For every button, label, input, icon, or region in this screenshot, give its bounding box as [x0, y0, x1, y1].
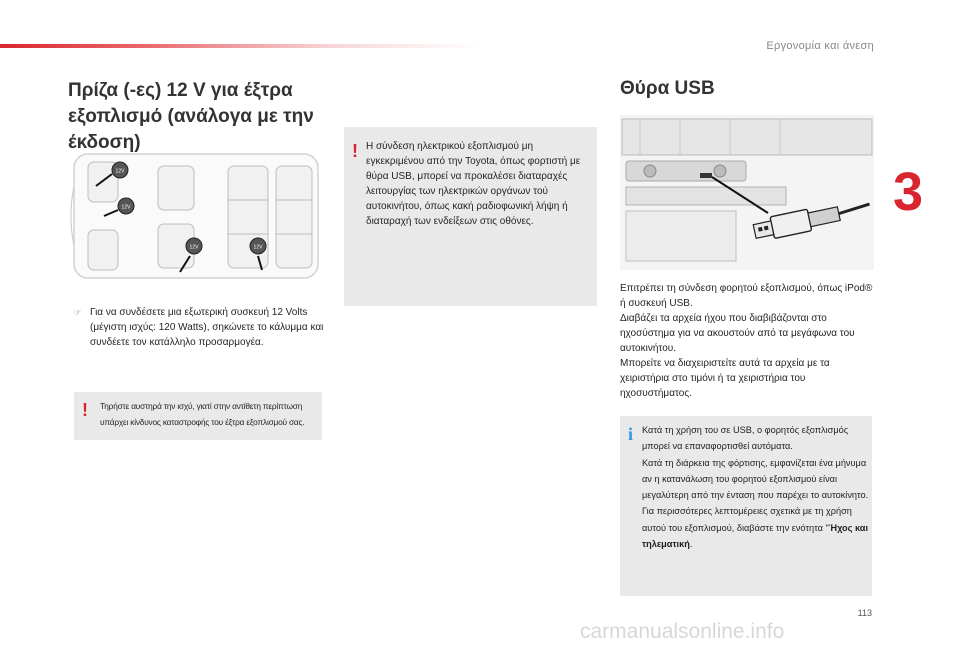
usb-port-illustration: [620, 115, 874, 270]
info-paragraph: Κατά τη διάρκεια της φόρτισης, εμφανίζεται ένα μήνυμα αν η κατανάλωση του φορητού εξοπλισμού είναι μεγαλύτερη από την ένταση που παρέχει το αυτοκίνητο.: [642, 457, 869, 501]
equipment-warning-box: [344, 127, 597, 306]
page-number: 113: [857, 608, 872, 618]
socket-label: 12V: [253, 244, 263, 251]
info-paragraph-end: .: [689, 539, 693, 550]
socket-instruction-text: Για να συνδέσετε μια εξωτερική συσκευή 12 Volts (μέγιστη ισχύς: 120 Watts), σηκώνετε το κάλυμμα και συνδέετε τον κατάλληλο προσαρμογέα.: [90, 307, 324, 348]
socket-label: 12V: [121, 204, 131, 211]
usb-description: [620, 281, 876, 401]
chapter-title: Εργονομία και άνεση: [766, 40, 874, 52]
socket-section-heading: Πρίζα (-ες) 12 V για έξτρα εξοπλισμό (ανάλογα με την έκδοση): [68, 80, 314, 153]
info-paragraph: Για περισσότερες λεπτομέρειες σχετικά με τη χρήση αυτού του εξοπλισμού, διαβάστε την ενότητα ": [642, 506, 852, 533]
pointing-hand-icon: ☞: [74, 308, 82, 317]
usb-paragraph: Διαβάζει τα αρχεία ήχου που διαβιβάζονται στο ηχοσύστημα για να ακουστούν από τα μεγάφωνα του αυτοκινήτου.: [620, 313, 855, 354]
chapter-number: 3: [893, 162, 924, 222]
usb-paragraph: Επιτρέπει τη σύνδεση φορητού εξοπλισμού, όπως iPod® ή συσκευή USB.: [620, 283, 873, 309]
section-reference-link: Ήχος και τηλεματική: [642, 522, 869, 550]
chapter-accent-bar: [0, 44, 480, 48]
socket-warning-text: Τηρήστε αυστηρά την ισχύ, γιατί στην αντίθετη περίπτωση υπάρχει κίνδυνος καταστροφής του έξτρα εξοπλισμού σας.: [100, 401, 305, 427]
info-icon: i: [628, 424, 634, 444]
socket-warning-box: [74, 392, 322, 440]
equipment-warning-text: Η σύνδεση ηλεκτρικού εξοπλισμού μη εγκεκριμένου από την Toyota, όπως φορτιστή με θύρα USB, μπορεί να προκαλέσει διαταραχές λειτουργίας των ηλεκτρικών οργάνων τού αυτοκινήτου, όπως κακή ραδιοφωνική λήψη ή διαταραχή των ενδείξεων στις οθόνες.: [366, 141, 581, 227]
socket-label: 12V: [115, 168, 125, 175]
usb-info-text: [642, 422, 870, 552]
watermark: carmanualsonline.info: [580, 620, 785, 643]
usb-section-heading: Θύρα USB: [620, 78, 715, 99]
usb-info-box: [620, 416, 872, 596]
socket-label: 12V: [189, 244, 199, 251]
warning-icon: !: [352, 141, 358, 161]
socket-instruction: [74, 305, 324, 350]
cabin-sockets-diagram: [68, 146, 324, 286]
info-paragraph: Κατά τη χρήση του σε USB, ο φορητός εξοπλισμός μπορεί να επαναφορτισθεί αυτόματα.: [642, 425, 849, 452]
warning-icon: !: [82, 400, 88, 420]
usb-port: [700, 173, 712, 178]
usb-paragraph: Μπορείτε να διαχειριστείτε αυτά τα αρχεία με τα χειριστήρια στο τιμόνι ή τα χειριστήρια του ηχοσυστήματος.: [620, 358, 830, 399]
